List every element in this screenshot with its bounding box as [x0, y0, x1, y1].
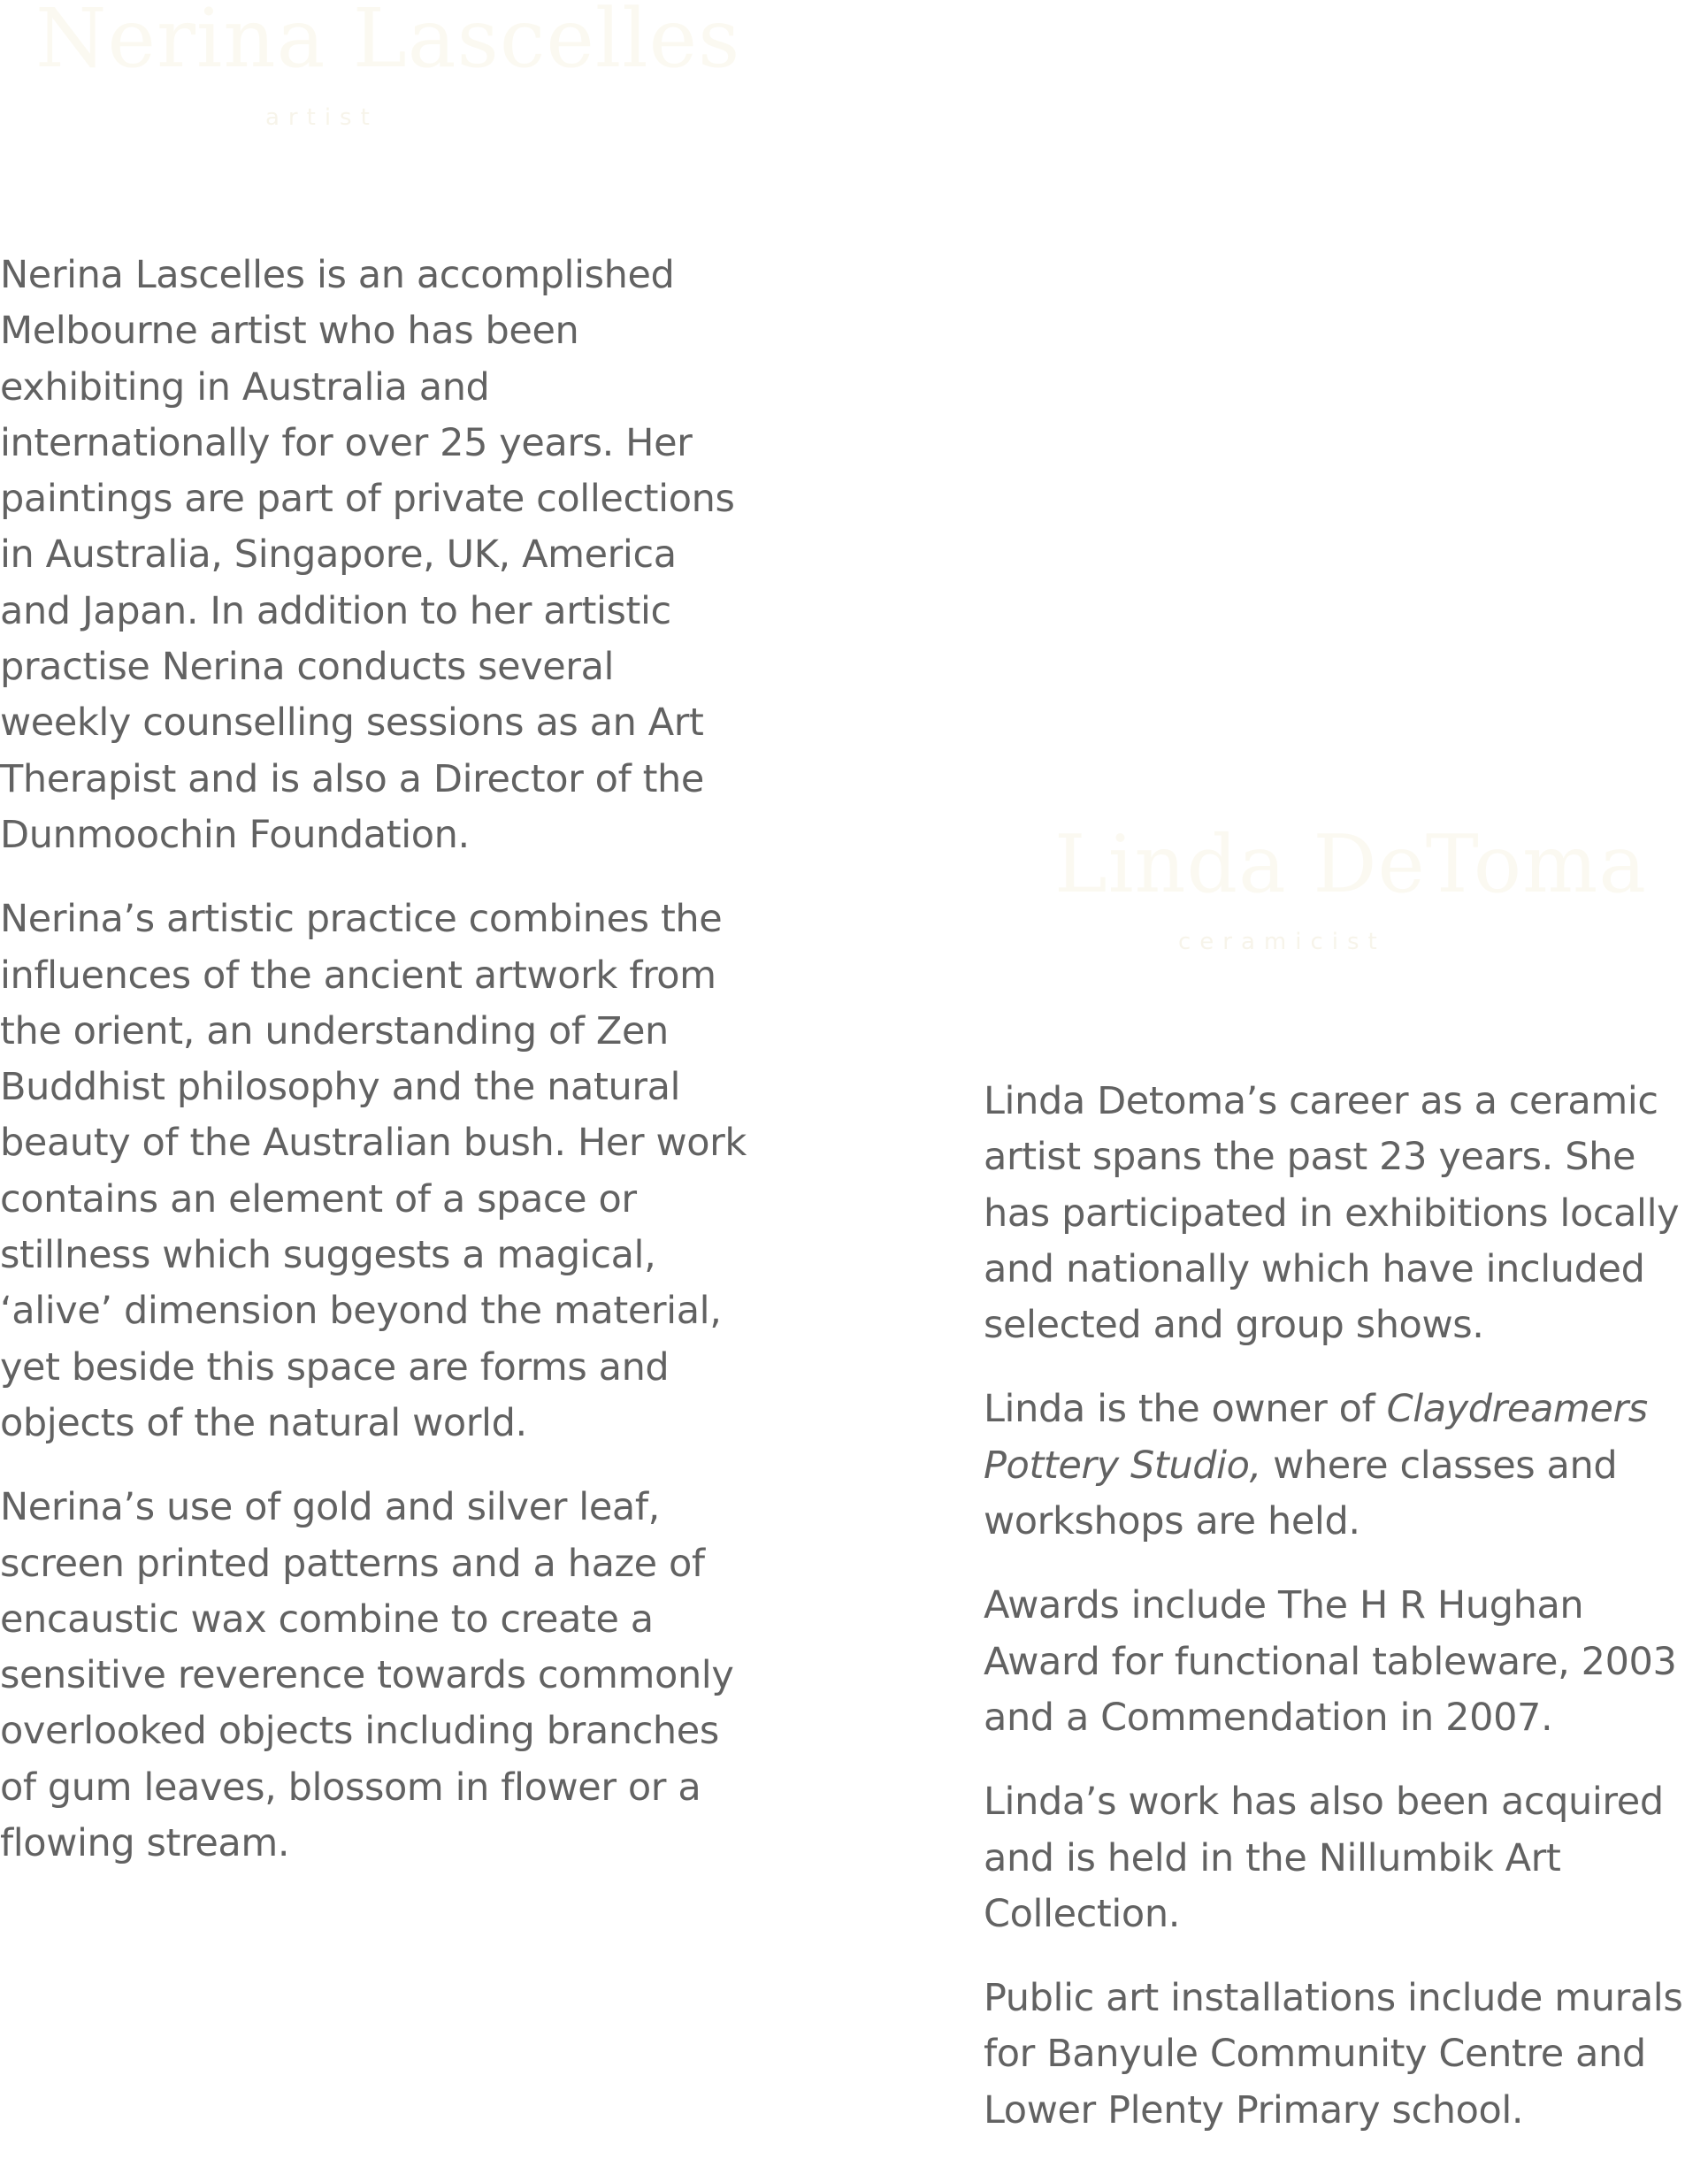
artist-bio: [984, 1074, 1708, 2167]
artist-discipline-label: ceramicist: [1178, 929, 1386, 955]
bio-paragraph-owner: [984, 1382, 1708, 1550]
artist-name-heading: Linda DeToma: [1054, 818, 1648, 911]
bio-paragraph: Nerina Lascelles is an accomplished Melbourne artist who has been exhibiting in Australia and internationally for over 25 years. Her paintings are part of private collections in Australia, Singapore, UK, America and Japan. In addition to her artistic practise Nerina conducts several weekly counselling sessions as an Art Therapist and is also a Director of the Dunmoochin Foundation.: [0, 253, 735, 857]
bio-paragraph: Linda Detoma’s career as a ceramic artist spans the past 23 years. She has participated in exhibitions locally and nationally which have included selected and group shows.: [984, 1079, 1680, 1348]
artist-bio: [0, 248, 752, 1900]
bio-paragraph: Linda’s work has also been acquired and is held in the Nillumbik Art Collection.: [984, 1780, 1664, 1936]
studio-name: Claydreamers Pottery Studio,: [984, 1387, 1648, 1488]
bio-paragraph: Public art installations include murals for Banyule Community Centre and Lower Plenty Primary school.: [984, 1976, 1683, 2133]
artist-name-heading: Nerina Lascelles: [35, 0, 741, 86]
owner-text-before: Linda is the owner of: [984, 1387, 1387, 1432]
bio-paragraph: Awards include The H R Hughan Award for functional tableware, 2003 and a Commendation in 2007.: [984, 1583, 1677, 1740]
bio-paragraph: Nerina’s use of gold and silver leaf, screen printed patterns and a haze of encaustic wax combine to create a sensitive reverence towards commonly overlooked objects including branches of gum leaves, blossom in flower or a flowing stream.: [0, 1485, 734, 1866]
artist-discipline-label: artist: [265, 104, 379, 131]
bio-paragraph: Nerina’s artistic practice combines the influences of the ancient artwork from the orient, an understanding of Zen Buddhist philosophy and the natural beauty of the Australian bush. Her work contains an element of a space or stillness which suggests a magical, ‘alive’ dimension beyond the material, yet beside this space are forms and objects of the natural world.: [0, 897, 747, 1445]
owner-text-after: where classes and workshops are held.: [984, 1443, 1618, 1544]
